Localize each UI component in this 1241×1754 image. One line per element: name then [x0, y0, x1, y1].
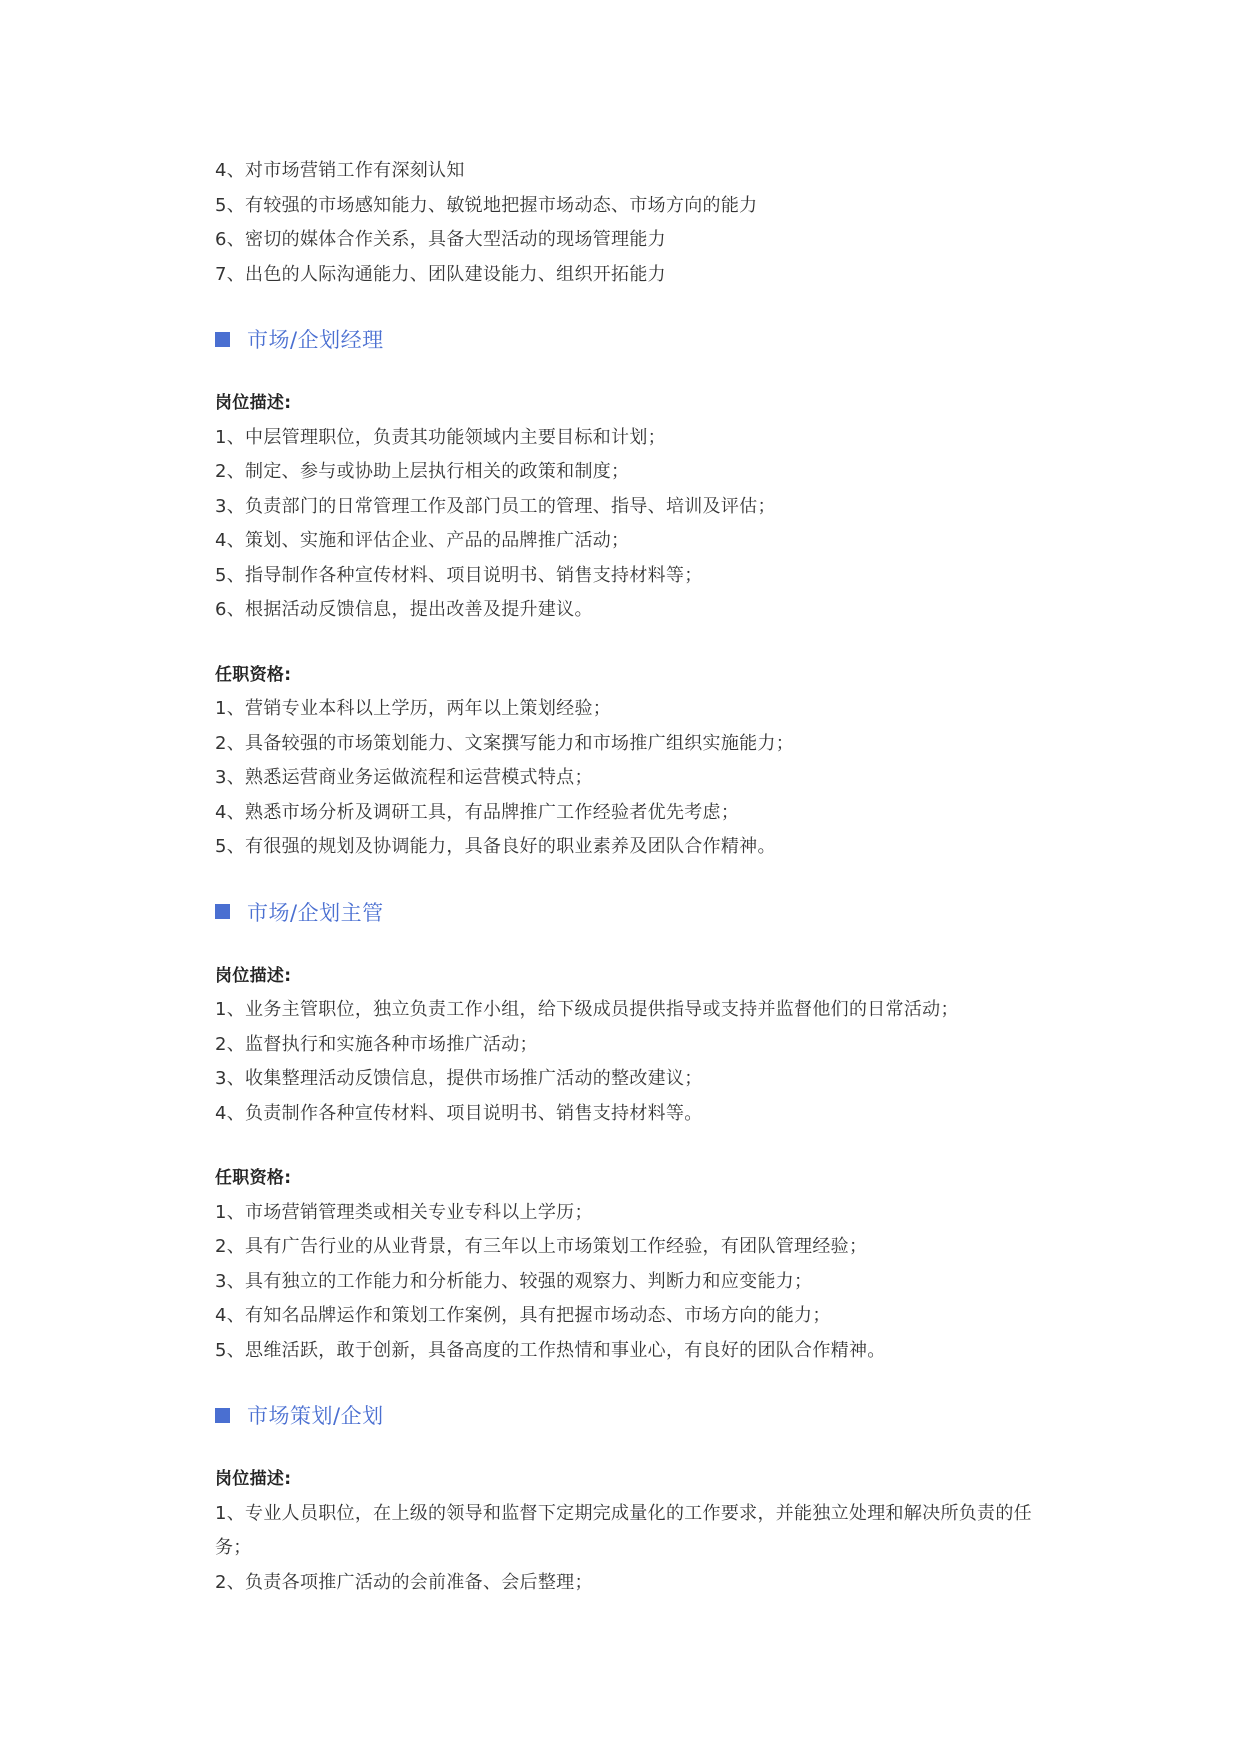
requirements-heading: 任职资格: [215, 664, 292, 685]
list-item: 6、密切的媒体合作关系，具备大型活动的现场管理能力 [215, 229, 666, 250]
list-item: 4、有知名品牌运作和策划工作案例，具有把握市场动态、市场方向的能力； [215, 1305, 831, 1326]
list-item: 1、市场营销管理类或相关专业专科以上学历； [215, 1201, 593, 1223]
section-title-planner [215, 1398, 1035, 1432]
section-title-text: 市场/企划经理 [247, 328, 384, 352]
list-item: 2、负责各项推广活动的会前准备、会后整理； [215, 1571, 593, 1593]
list-item: 7、出色的人际沟通能力、团队建设能力、组织开拓能力 [215, 263, 666, 285]
list-item: 5、有较强的市场感知能力、敏锐地把握市场动态、市场方向的能力 [215, 194, 758, 216]
list-item: 4、熟悉市场分析及调研工具，有品牌推广工作经验者优先考虑； [215, 801, 740, 823]
list-item: 1、营销专业本科以上学历，两年以上策划经验； [215, 698, 612, 719]
duties-heading: 岗位描述: [215, 1469, 292, 1489]
section-title-manager [215, 322, 1035, 356]
list-item: 5、指导制作各种宣传材料、项目说明书、销售支持材料等； [215, 564, 703, 586]
square-bullet-icon [215, 1408, 230, 1423]
list-item: 1、中层管理职位，负责其功能领域内主要目标和计划； [215, 426, 666, 448]
list-item: 4、策划、实施和评估企业、产品的品牌推广活动； [215, 530, 630, 551]
square-bullet-icon [215, 332, 230, 347]
list-item: 3、具有独立的工作能力和分析能力、较强的观察力、判断力和应变能力； [215, 1270, 813, 1292]
list-item: 1、专业人员职位，在上级的领导和监督下定期完成量化的工作要求，并能独立处理和解决所负责的任务； [215, 1502, 1032, 1558]
section-title-text: 市场/企划主管 [247, 900, 384, 925]
list-item: 1、业务主管职位，独立负责工作小组，给下级成员提供指导或支持并监督他们的日常活动； [215, 999, 959, 1020]
square-bullet-icon [215, 904, 230, 919]
list-item: 5、有很强的规划及协调能力，具备良好的职业素养及团队合作精神。 [215, 836, 776, 857]
list-item: 2、制定、参与或协助上层执行相关的政策和制度； [215, 461, 630, 482]
section-title-supervisor [215, 895, 1035, 929]
spacer [215, 628, 1035, 658]
list-item: 4、对市场营销工作有深刻认知 [215, 160, 465, 181]
list-item: 4、负责制作各种宣传材料、项目说明书、销售支持材料等。 [215, 1102, 703, 1124]
list-item: 3、收集整理活动反馈信息，提供市场推广活动的整改建议； [215, 1068, 703, 1089]
list-item: 6、根据活动反馈信息，提出改善及提升建议。 [215, 599, 593, 620]
duties-heading: 岗位描述: [215, 965, 292, 986]
spacer [215, 1131, 1035, 1161]
document-page [215, 154, 1035, 1600]
section-title-text: 市场策划/企划 [247, 1404, 384, 1428]
intro-list [215, 154, 1035, 292]
list-item: 5、思维活跃，敢于创新，具备高度的工作热情和事业心，有良好的团队合作精神。 [215, 1339, 886, 1361]
list-item: 2、具有广告行业的从业背景，有三年以上市场策划工作经验，有团队管理经验； [215, 1236, 868, 1257]
duties-heading: 岗位描述: [215, 393, 292, 413]
list-item: 2、具备较强的市场策划能力、文案撰写能力和市场推广组织实施能力； [215, 732, 795, 754]
list-item: 3、熟悉运营商业务运做流程和运营模式特点； [215, 767, 593, 788]
list-item: 2、监督执行和实施各种市场推广活动； [215, 1033, 538, 1055]
list-item: 3、负责部门的日常管理工作及部门员工的管理、指导、培训及评估； [215, 495, 776, 517]
requirements-heading: 任职资格: [215, 1168, 292, 1188]
